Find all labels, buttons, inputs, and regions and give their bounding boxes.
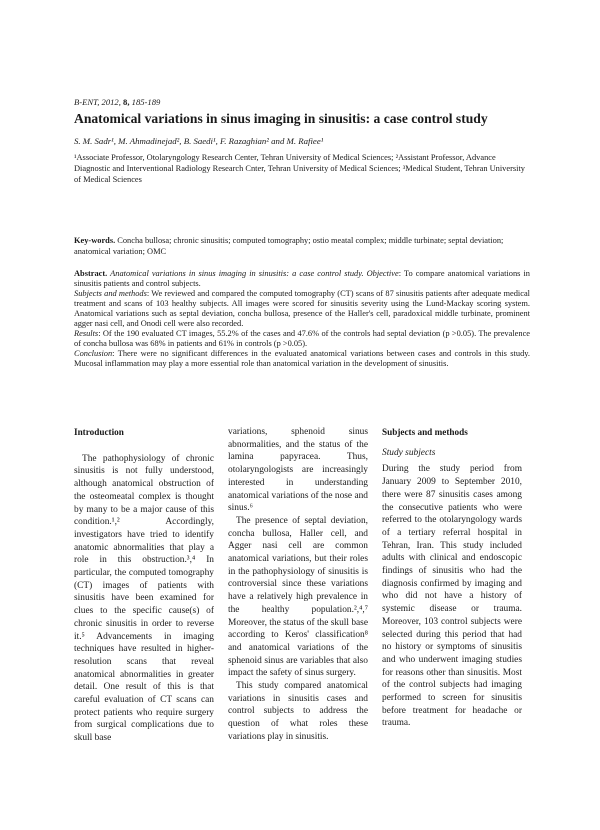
author-list: S. M. Sadr¹, M. Ahmadinejad², B. Saedi¹, F. Razaghian² and M. Rafiee¹ [74,136,324,146]
introduction-heading: Introduction [74,427,124,437]
intro-paragraph-3: This study compared anatomical variations in sinusitis cases and control subjects to address the question of what roles these variations play in sinusitis. [228,681,368,742]
column-3 [382,426,522,730]
abstract-methods [74,289,530,329]
affiliations: ¹Associate Professor, Otolaryngology Research Center, Tehran University of Medical Sciences; ²Assistant Professor, Advance Diagnostic and Interventional Radiology Research Cnter, Tehran University of Medical Sciences; ³Medical Student, Tehran University of Medical Sciences [74,153,525,184]
results-text: : Of the 190 evaluated CT images, 55.2% of the cases and 47.6% of the controls had septal deviation (p >0.05). The prevalence of concha bullosa was 68% in patients and 61% in controls (p >0.05). [74,329,530,348]
column-2 [228,426,368,744]
objective-label: Objective [363,269,399,278]
keywords-block [74,236,530,258]
journal-pages: 185-189 [131,97,161,107]
abstract-block [74,269,530,369]
journal-year: 2012, [101,97,121,107]
abstract-objective [74,269,530,289]
journal-citation: B-ENT, 2012, 8, 185-189 [74,97,161,107]
methods-text: : We reviewed and compared the computed tomography (CT) scans of 87 sinusitis patients after adequate medical treatment and scans of 103 healthy subjects. All images were scored for sinusitis severity using the Lund-Mackay scoring system. Anatomical variations such as septal deviation, concha bullosa, presence of the Haller's cell, paradoxical middle turbinate, prominent agger nasi cell, and Onodi cell were also recorded. [74,289,530,328]
keywords-label: Key-words. [74,236,116,245]
abstract-conclusion [74,349,530,369]
intro-paragraph-1-continued: variations, sphenoid sinus abnormalities, and the status of the lamina papyracea. Thus, otolaryngologists are increasingly interested in understanding anatomical variations of the nose and sinus.⁶ [228,427,368,514]
intro-paragraph-2: The presence of septal deviation, concha bullosa, Haller cell, and Agger nasi cell are common anatomical variations, but their roles in the pathophysiology of sinusitis is controversial since these variations have a relatively high prevalence in the healthy population.²,⁴,⁷ Moreover, the status of the skull base according to Keros' classification⁸ and anatomical variations of the sphenoid sinus are variables that also impact the safety of sinus surgery. [228,515,368,679]
keywords-text: Concha bullosa; chronic sinusitis; computed tomography; ostio meatal complex; middle turbinate; septal deviation; anatomical variation; OMC [74,236,504,256]
objective-text: : To compare anatomical variations in sinusitis patients and control subjects. [74,269,530,288]
conclusion-text: : There were no significant differences in the evaluated anatomical variations between cases and controls in this study. Mucosal inflammation may play a more essential role than anatomical variation in the development of sinusitis. [74,349,530,368]
journal-volume: 8, [123,97,130,107]
abstract-title: Anatomical variations in sinus imaging in sinusitis: a case control study. [107,269,364,278]
column-1 [74,426,214,745]
methods-paragraph-1: During the study period from January 2009 to September 2010, there were 87 sinusitis cases among the consecutive patients who were referred to the otolaryngology wards of a tertiary referral hospital in Tehran, Iran. This study included adults with clinical and endoscopic findings of sinusitis who had the diagnosis confirmed by imaging and who did not have a history of systemic disease or trauma. Moreover, 103 control subjects were selected during this period that had no history or symptoms of sinusitis and who underwent imaging studies for reasons other than sinusitis. Most of the control subjects had imaging performed to screen for sinusitis before treatment for headache or trauma. [382,464,522,729]
study-subjects-subheading: Study subjects [382,447,436,458]
abstract-results [74,329,530,349]
journal-name: B-ENT [74,97,98,107]
intro-paragraph-1: The pathophysiology of chronic sinusitis is not fully understood, although anatomical obstruction of the osteomeatal complex is thought by many to be a major cause of this condition.¹,² Accordingly, investigators have tried to identify anatomic abnormalities that play a role in this obstruction.³,⁴ In particular, the computed tomography (CT) images of patients with sinusitis have been examined for clues to the specific cause(s) of chronic sinusitis in order to reverse it.⁵ Advancements in imaging techniques have resulted in higher-resolution scans that reveal anatomical abnormalities in greater detail. One result of this is that careful evaluation of CT scans can protect patients who require surgery from surgical complications due to skull base [74,453,214,744]
methods-label: Subjects and methods [74,289,147,298]
methods-heading: Subjects and methods [382,427,468,437]
results-label: Results [74,329,99,338]
conclusion-label: Conclusion [74,349,113,358]
abstract-label: Abstract. [74,269,108,278]
paper-title: Anatomical variations in sinus imaging in sinusitis: a case control study [74,111,488,126]
